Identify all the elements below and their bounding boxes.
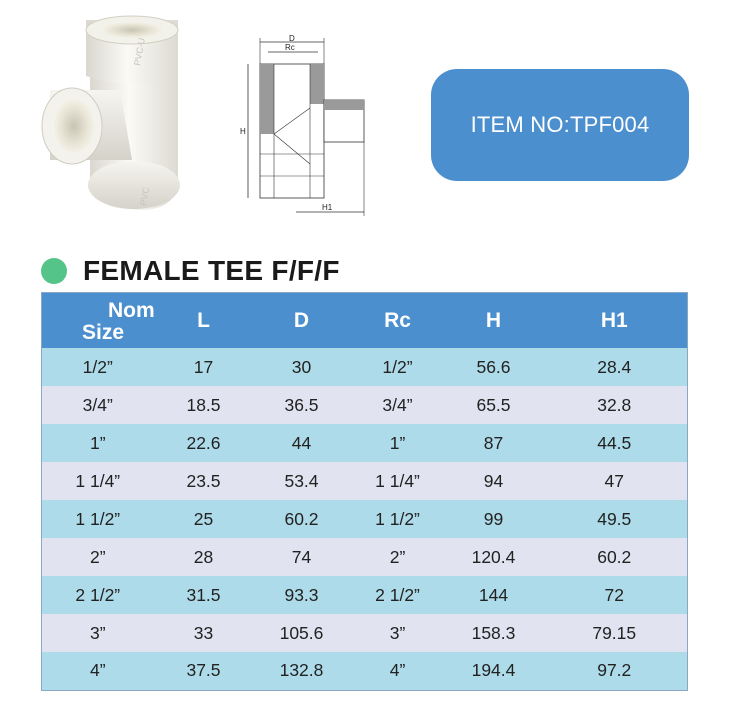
cell-rc: 1 1/4” (375, 470, 420, 491)
cell-size: 1 1/4” (75, 470, 121, 491)
cell-size: 2” (89, 546, 106, 567)
cell-rc: 1 1/2” (375, 508, 420, 529)
cell-h: 144 (478, 584, 509, 605)
cell-h1: 97.2 (597, 660, 632, 681)
cell-l: 28 (193, 546, 214, 567)
tee-dimension-drawing (236, 34, 372, 220)
cell-h1: 47 (604, 470, 624, 491)
cell-l: 18.5 (186, 394, 221, 415)
cell-d: 93.3 (284, 584, 319, 605)
table-body (42, 348, 688, 690)
emboss-text: PVC-U (132, 37, 147, 67)
dim-label-rc: Rc (285, 43, 295, 52)
product-photo (28, 10, 218, 225)
cell-size: 1” (89, 432, 106, 453)
item-number-label: ITEM NO:TPF004 (470, 112, 650, 137)
cell-rc: 3/4” (382, 394, 413, 415)
cell-l: 37.5 (186, 660, 221, 681)
bullet-dot-icon (41, 258, 67, 284)
table-row (42, 386, 688, 424)
cell-d: 36.5 (284, 394, 319, 415)
cell-h1: 79.15 (592, 622, 637, 643)
cell-size: 4” (89, 660, 106, 681)
cell-d: 44 (291, 432, 312, 453)
header-d: D (293, 308, 310, 332)
cell-h: 65.5 (476, 394, 511, 415)
cell-l: 22.6 (186, 432, 221, 453)
page-title: FEMALE TEE F/F/F (83, 255, 340, 286)
cell-size: 3” (89, 622, 106, 643)
cell-size: 3/4” (82, 394, 113, 415)
dim-label-h1: H1 (322, 203, 333, 212)
table-row (42, 348, 688, 386)
header-rc: Rc (384, 308, 411, 332)
cell-l: 23.5 (186, 470, 221, 491)
item-number-badge (431, 69, 689, 181)
cell-l: 33 (193, 622, 214, 643)
cell-size: 1/2” (82, 356, 113, 377)
header-size: Size (82, 321, 125, 344)
cell-h: 94 (483, 470, 504, 491)
table-header-row (42, 293, 688, 349)
cell-l: 25 (193, 508, 214, 529)
table-row (42, 462, 688, 500)
cell-h: 194.4 (471, 660, 516, 681)
technical-drawing (236, 34, 372, 220)
cell-h: 158.3 (471, 622, 516, 643)
cell-h: 99 (483, 508, 504, 529)
table-row (42, 614, 688, 652)
cell-d: 60.2 (284, 508, 319, 529)
dimension-table (41, 292, 688, 691)
cell-size: 2 1/2” (75, 584, 121, 605)
cell-rc: 2 1/2” (375, 584, 420, 605)
cell-d: 105.6 (279, 622, 324, 643)
header-h: H (485, 308, 502, 332)
cell-h1: 28.4 (597, 356, 632, 377)
female-tee-image (28, 10, 218, 225)
cell-h: 120.4 (471, 546, 516, 567)
table-row (42, 538, 688, 576)
header-nom-size (42, 293, 154, 349)
cell-h: 56.6 (476, 356, 511, 377)
dim-label-h: H (240, 127, 246, 136)
cell-rc: 1” (389, 432, 406, 453)
svg-text:PVC: PVC (138, 186, 152, 207)
section-heading (41, 255, 340, 287)
header-h1: H1 (600, 308, 628, 332)
cell-h1: 60.2 (597, 546, 632, 567)
dim-label-d: D (289, 34, 295, 43)
cell-rc: 3” (389, 622, 406, 643)
cell-h1: 72 (604, 584, 624, 605)
cell-size: 1 1/2” (75, 508, 121, 529)
table-row (42, 576, 688, 614)
cell-rc: 2” (389, 546, 406, 567)
cell-d: 53.4 (284, 470, 319, 491)
cell-h1: 49.5 (597, 508, 632, 529)
cell-h1: 32.8 (597, 394, 632, 415)
cell-d: 132.8 (279, 660, 324, 681)
cell-d: 74 (291, 546, 312, 567)
cell-rc: 4” (389, 660, 406, 681)
cell-l: 17 (193, 356, 214, 377)
cell-h: 87 (483, 432, 504, 453)
table-row (42, 652, 688, 690)
cell-l: 31.5 (186, 584, 221, 605)
cell-rc: 1/2” (382, 356, 413, 377)
cell-d: 30 (291, 356, 312, 377)
header-nom: Nom (108, 299, 155, 322)
header-l: L (197, 308, 210, 332)
cell-h1: 44.5 (597, 432, 632, 453)
table-row (42, 500, 688, 538)
table-row (42, 424, 688, 462)
